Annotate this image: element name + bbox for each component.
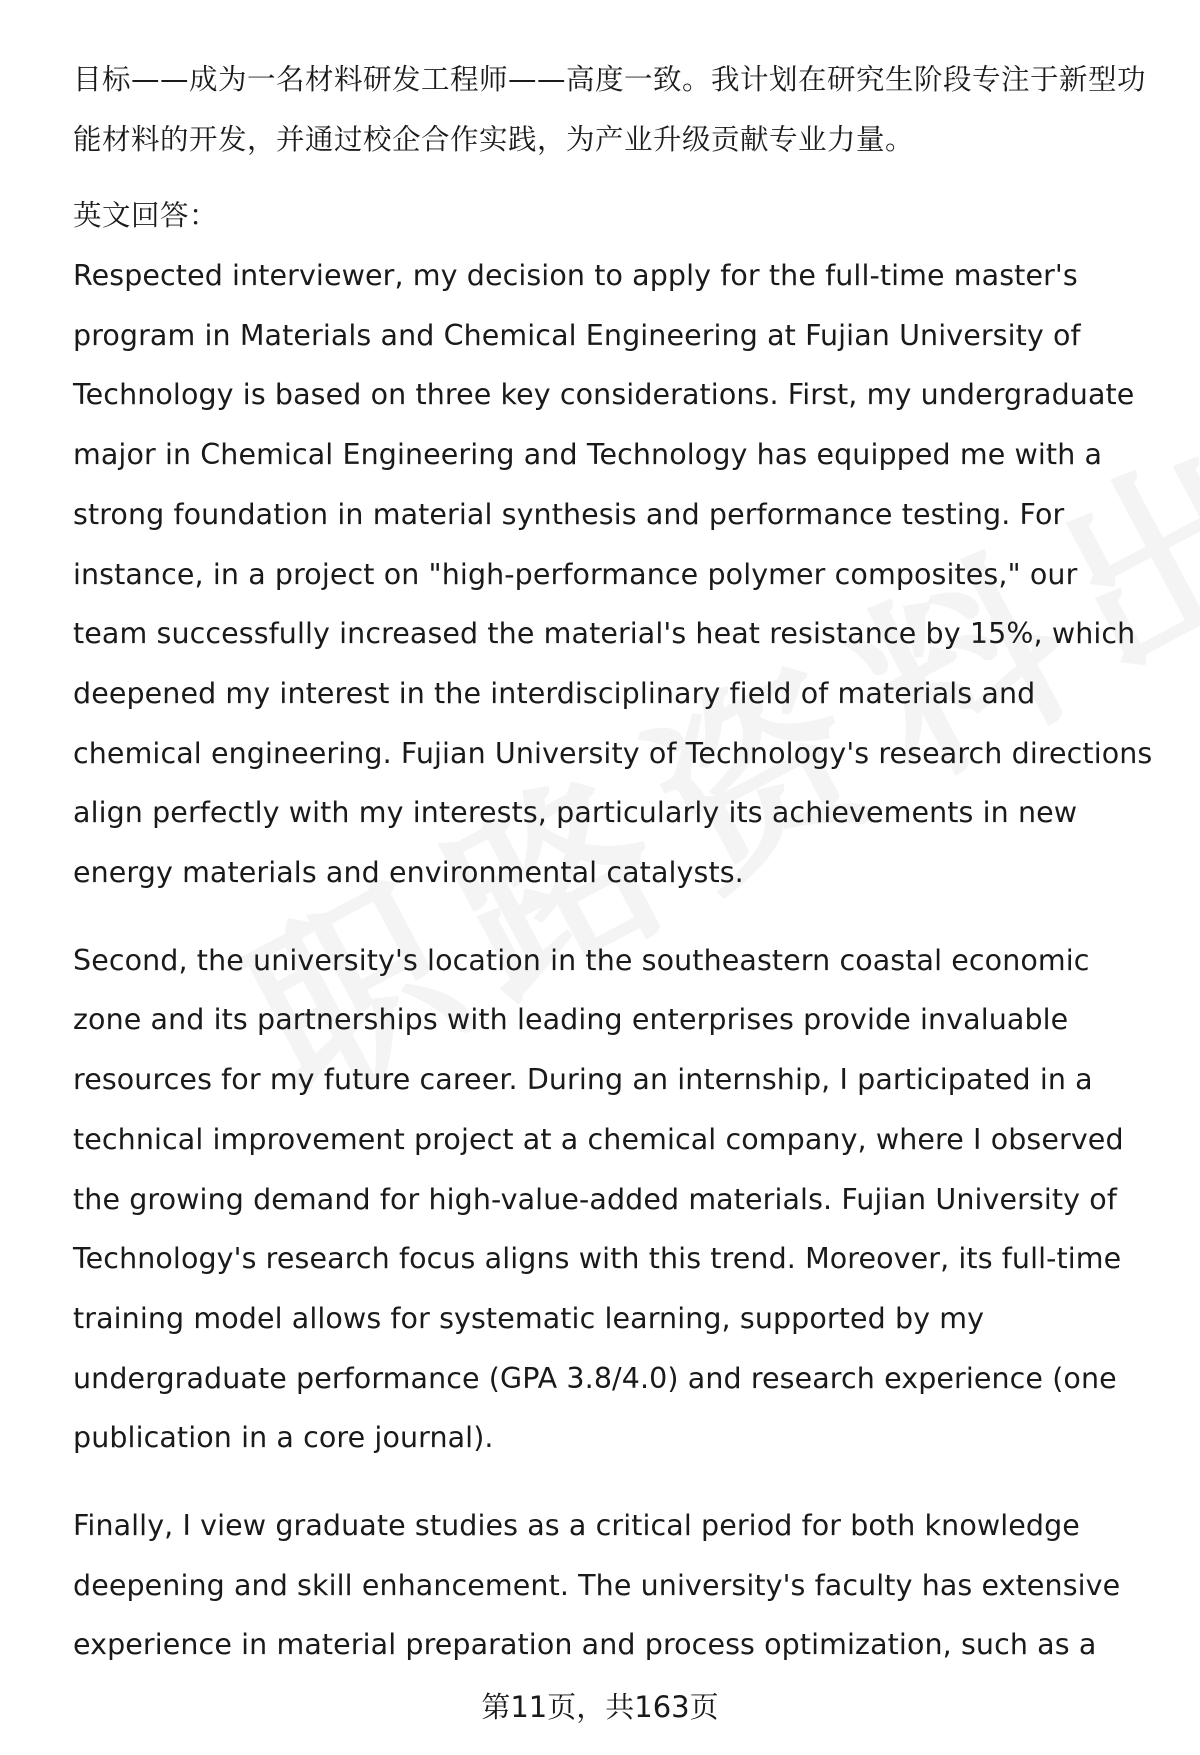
english-answer-paragraph-3: Finally, I view graduate studies as a critical period for both knowledge deepening and skill enhancement. The university's faculty has extensive experience in material preparation and process optimization, such as a [73,1509,1121,1662]
english-answer-paragraph-2: Second, the university's location in the southeastern coastal economic zone and its partnerships with leading enterprises provide invaluable resources for my future career. During an internship, I participated in a technical improvement project at a chemical company, where I observed the growing demand for high-value-added materials. Fujian University of Technology's research focus aligns with this trend. Moreover, its full-time training model allows for systematic learning, supported by my undergraduate performance (GPA 3.8/4.0) and research experience (one publication in a core journal). [73,943,1124,1455]
chinese-answer-conclusion: 目标——成为一名材料研发工程师——高度一致。我计划在研究生阶段专注于新型功能材料的开发，并通过校企合作实践，为产业升级贡献专业力量。 [73,63,1147,156]
english-answer-heading: 英文回答： [73,199,219,232]
page-number-footer: 第11页，共163页 [481,1690,719,1724]
page-content [73,50,1158,1675]
english-answer-paragraph-1: Respected interviewer, my decision to apply for the full-time master's program in Materials and Chemical Engineering at Fujian University of Technology is based on three key considerations. First, my undergraduate major in Chemical Engineering and Technology has equipped me with a strong foundation in material synthesis and performance testing. For instance, in a project on "high-performance polymer composites," our team successfully increased the material's heat resistance by 15%, which deepened my interest in the interdisciplinary field of materials and chemical engineering. Fujian University of Technology's research directions align perfectly with my interests, particularly its achievements in new energy materials and environmental catalysts. [73,259,1153,890]
